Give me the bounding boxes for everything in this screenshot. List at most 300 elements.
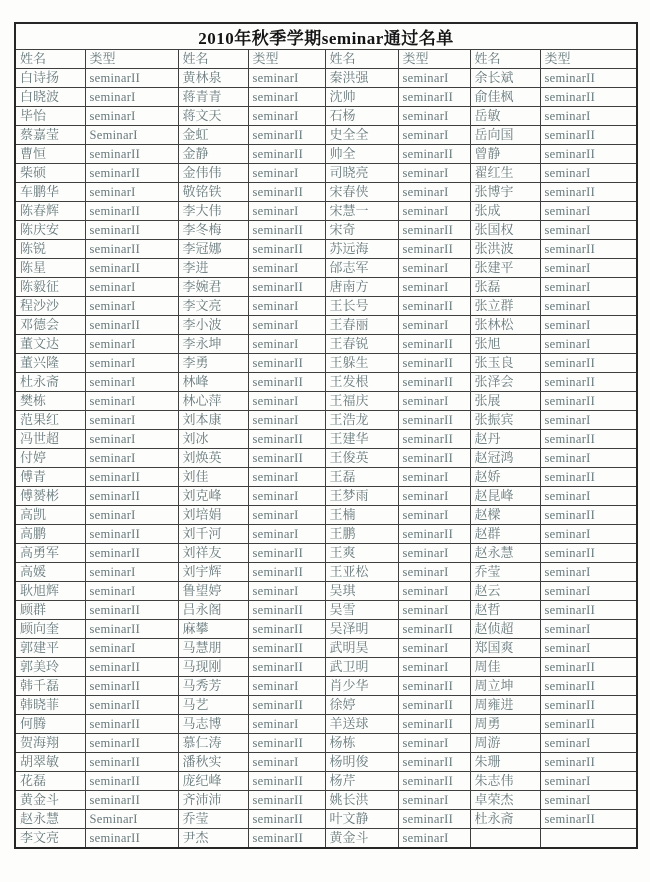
seminar-type-cell: seminarII — [540, 354, 637, 373]
table-row — [15, 297, 637, 316]
seminar-type-cell: seminarI — [398, 126, 470, 145]
student-name-cell: 岳敏 — [470, 107, 540, 126]
seminar-type-cell: seminarII — [398, 221, 470, 240]
student-name-cell: 高媛 — [15, 563, 85, 582]
table-head — [15, 23, 637, 69]
table-row — [15, 145, 637, 164]
seminar-type-cell: seminarII — [398, 373, 470, 392]
seminar-type-cell: seminarI — [248, 487, 325, 506]
student-name-cell: 林峰 — [178, 373, 248, 392]
seminar-type-cell: seminarI — [398, 468, 470, 487]
student-name-cell: 王鹏 — [325, 525, 398, 544]
student-name-cell: 石杨 — [325, 107, 398, 126]
seminar-type-cell: seminarII — [398, 772, 470, 791]
student-name-cell: 车鹏华 — [15, 183, 85, 202]
table-row — [15, 430, 637, 449]
seminar-type-cell: seminarII — [248, 620, 325, 639]
header-row — [15, 50, 637, 69]
seminar-type-cell: seminarII — [398, 753, 470, 772]
seminar-type-cell: seminarI — [85, 449, 178, 468]
seminar-type-cell: seminarII — [398, 411, 470, 430]
column-header-name-2: 姓名 — [178, 50, 248, 69]
student-name-cell: 韩千磊 — [15, 677, 85, 696]
student-name-cell: 周雍进 — [470, 696, 540, 715]
student-name-cell: 张旭 — [470, 335, 540, 354]
student-name-cell: 赵昆峰 — [470, 487, 540, 506]
student-name-cell: 黄金斗 — [15, 791, 85, 810]
seminar-type-cell: seminarI — [398, 563, 470, 582]
table-row — [15, 601, 637, 620]
student-name-cell: 张展 — [470, 392, 540, 411]
student-name-cell: 蒋文天 — [178, 107, 248, 126]
student-name-cell: 刘焕英 — [178, 449, 248, 468]
student-name-cell: 王亚松 — [325, 563, 398, 582]
seminar-type-cell: seminarI — [540, 297, 637, 316]
student-name-cell: 赵群 — [470, 525, 540, 544]
seminar-type-cell: seminarI — [540, 734, 637, 753]
table-row — [15, 772, 637, 791]
seminar-type-cell: SeminarI — [85, 126, 178, 145]
seminar-type-cell: seminarII — [540, 373, 637, 392]
seminar-type-cell: seminarII — [85, 240, 178, 259]
student-name-cell: 司晓亮 — [325, 164, 398, 183]
student-name-cell: 庞纪峰 — [178, 772, 248, 791]
seminar-type-cell: seminarI — [248, 316, 325, 335]
seminar-type-cell: seminarI — [85, 430, 178, 449]
seminar-type-cell: seminarII — [398, 715, 470, 734]
seminar-type-cell: seminarI — [398, 259, 470, 278]
student-name-cell: 韩晓菲 — [15, 696, 85, 715]
student-name-cell: 李婉君 — [178, 278, 248, 297]
student-name-cell: 史全全 — [325, 126, 398, 145]
student-name-cell: 曾静 — [470, 145, 540, 164]
student-name-cell: 姚长洪 — [325, 791, 398, 810]
student-name-cell: 胡翠敏 — [15, 753, 85, 772]
table-row — [15, 354, 637, 373]
seminar-type-cell: seminarII — [398, 620, 470, 639]
table-row — [15, 829, 637, 849]
seminar-type-cell: seminarI — [398, 316, 470, 335]
seminar-type-cell: seminarI — [540, 335, 637, 354]
student-name-cell: 李文亮 — [15, 829, 85, 849]
student-name-cell: 王建华 — [325, 430, 398, 449]
student-name-cell: 朱珊 — [470, 753, 540, 772]
seminar-type-cell: seminarII — [248, 810, 325, 829]
student-name-cell: 赵樑 — [470, 506, 540, 525]
seminar-type-cell: seminarII — [248, 601, 325, 620]
seminar-type-cell: seminarI — [248, 525, 325, 544]
student-name-cell: 何腾 — [15, 715, 85, 734]
seminar-type-cell: seminarII — [398, 88, 470, 107]
student-name-cell: 沈帅 — [325, 88, 398, 107]
student-name-cell: 刘祥友 — [178, 544, 248, 563]
seminar-type-cell: seminarII — [85, 164, 178, 183]
student-name-cell: 齐沛沛 — [178, 791, 248, 810]
student-name-cell: 蒋青青 — [178, 88, 248, 107]
seminar-type-cell: seminarI — [85, 411, 178, 430]
table-row — [15, 335, 637, 354]
seminar-type-cell: seminarII — [248, 734, 325, 753]
student-name-cell: 秦洪强 — [325, 69, 398, 88]
seminar-type-cell: seminarI — [540, 316, 637, 335]
seminar-type-cell: seminarII — [540, 715, 637, 734]
seminar-type-cell: seminarII — [85, 316, 178, 335]
student-name-cell — [470, 829, 540, 849]
seminar-type-cell: seminarII — [85, 601, 178, 620]
seminar-type-cell: seminarI — [540, 164, 637, 183]
seminar-type-cell: seminarI — [398, 278, 470, 297]
student-name-cell: 刘千河 — [178, 525, 248, 544]
student-name-cell: 唐南方 — [325, 278, 398, 297]
student-name-cell: 尹杰 — [178, 829, 248, 849]
seminar-type-cell: seminarII — [248, 183, 325, 202]
student-name-cell: 王磊 — [325, 468, 398, 487]
table-row — [15, 316, 637, 335]
seminar-type-cell: seminarI — [248, 392, 325, 411]
seminar-type-cell: seminarII — [540, 126, 637, 145]
seminar-type-cell: seminarII — [248, 791, 325, 810]
table-row — [15, 164, 637, 183]
seminar-type-cell: seminarII — [540, 69, 637, 88]
seminar-type-cell: seminarI — [398, 544, 470, 563]
student-name-cell: 赵永慧 — [470, 544, 540, 563]
student-name-cell: 张博宇 — [470, 183, 540, 202]
seminar-type-cell: seminarI — [540, 487, 637, 506]
seminar-type-cell: seminarI — [85, 107, 178, 126]
student-name-cell: 吴琪 — [325, 582, 398, 601]
table-row — [15, 69, 637, 88]
document-title: 2010年秋季学期seminar通过名单 — [15, 23, 637, 50]
student-name-cell: 陈毅征 — [15, 278, 85, 297]
table-row — [15, 639, 637, 658]
student-name-cell: 贺海翔 — [15, 734, 85, 753]
student-name-cell: 苏远海 — [325, 240, 398, 259]
student-name-cell: 王长号 — [325, 297, 398, 316]
seminar-type-cell — [540, 829, 637, 849]
seminar-type-cell: seminarI — [85, 392, 178, 411]
table-row — [15, 202, 637, 221]
student-name-cell: 李勇 — [178, 354, 248, 373]
table-row — [15, 392, 637, 411]
table-row — [15, 810, 637, 829]
student-name-cell: 邓德会 — [15, 316, 85, 335]
student-name-cell: 李文亮 — [178, 297, 248, 316]
seminar-type-cell: seminarI — [540, 772, 637, 791]
student-name-cell: 樊栋 — [15, 392, 85, 411]
student-name-cell: 慕仁涛 — [178, 734, 248, 753]
student-name-cell: 李冬梅 — [178, 221, 248, 240]
seminar-type-cell: seminarII — [248, 221, 325, 240]
column-header-name-4: 姓名 — [470, 50, 540, 69]
student-name-cell: 柴硕 — [15, 164, 85, 183]
student-name-cell: 金虹 — [178, 126, 248, 145]
student-name-cell: 赵冠鸿 — [470, 449, 540, 468]
student-name-cell: 白诗扬 — [15, 69, 85, 88]
seminar-type-cell: seminarI — [540, 791, 637, 810]
student-name-cell: 金伟伟 — [178, 164, 248, 183]
student-name-cell: 邰志军 — [325, 259, 398, 278]
student-name-cell: 郑国爽 — [470, 639, 540, 658]
table-row — [15, 791, 637, 810]
seminar-type-cell: seminarI — [248, 335, 325, 354]
seminar-type-cell: seminarII — [398, 335, 470, 354]
student-name-cell: 傅赟彬 — [15, 487, 85, 506]
seminar-type-cell: seminarII — [248, 772, 325, 791]
seminar-type-cell: seminarII — [540, 183, 637, 202]
seminar-type-cell: seminarI — [540, 259, 637, 278]
table-body — [15, 69, 637, 849]
seminar-type-cell: seminarII — [85, 69, 178, 88]
seminar-type-cell: seminarI — [248, 411, 325, 430]
seminar-type-cell: seminarII — [85, 544, 178, 563]
table-row — [15, 506, 637, 525]
seminar-type-cell: seminarII — [540, 677, 637, 696]
student-name-cell: 俞佳枫 — [470, 88, 540, 107]
student-name-cell: 刘佳 — [178, 468, 248, 487]
table-row — [15, 411, 637, 430]
seminar-type-cell: seminarI — [398, 392, 470, 411]
seminar-type-cell: seminarI — [540, 620, 637, 639]
student-name-cell: 刘克峰 — [178, 487, 248, 506]
student-name-cell: 王春丽 — [325, 316, 398, 335]
seminar-type-cell: seminarII — [85, 525, 178, 544]
seminar-type-cell: seminarII — [398, 354, 470, 373]
student-name-cell: 张林松 — [470, 316, 540, 335]
seminar-type-cell: seminarI — [540, 525, 637, 544]
seminar-type-cell: seminarII — [85, 734, 178, 753]
student-name-cell: 潘秋实 — [178, 753, 248, 772]
student-name-cell: 李永坤 — [178, 335, 248, 354]
table-row — [15, 126, 637, 145]
seminar-type-cell: seminarII — [85, 829, 178, 849]
seminar-type-cell: seminarII — [85, 487, 178, 506]
student-name-cell: 周佳 — [470, 658, 540, 677]
student-name-cell: 陈锐 — [15, 240, 85, 259]
seminar-type-cell: seminarII — [540, 753, 637, 772]
seminar-type-cell: seminarII — [540, 468, 637, 487]
seminar-type-cell: seminarI — [85, 373, 178, 392]
seminar-type-cell: seminarII — [248, 278, 325, 297]
student-name-cell: 乔莹 — [470, 563, 540, 582]
seminar-type-cell: seminarI — [540, 107, 637, 126]
student-name-cell: 刘宇辉 — [178, 563, 248, 582]
table-row — [15, 715, 637, 734]
seminar-type-cell: seminarII — [248, 240, 325, 259]
seminar-type-cell: seminarII — [398, 145, 470, 164]
student-name-cell: 刘培娟 — [178, 506, 248, 525]
student-name-cell: 黄金斗 — [325, 829, 398, 849]
table-row — [15, 677, 637, 696]
seminar-type-cell: seminarI — [398, 734, 470, 753]
student-name-cell: 王浩龙 — [325, 411, 398, 430]
table-row — [15, 373, 637, 392]
seminar-type-cell: seminarI — [85, 278, 178, 297]
student-name-cell: 马志博 — [178, 715, 248, 734]
table-row — [15, 107, 637, 126]
table-row — [15, 696, 637, 715]
table-row — [15, 88, 637, 107]
student-name-cell: 毕怡 — [15, 107, 85, 126]
title-row — [15, 23, 637, 50]
table-row — [15, 183, 637, 202]
student-name-cell: 刘本康 — [178, 411, 248, 430]
student-name-cell: 王发根 — [325, 373, 398, 392]
seminar-type-cell: SeminarI — [85, 810, 178, 829]
student-name-cell: 叶文静 — [325, 810, 398, 829]
seminar-type-cell: seminarI — [85, 88, 178, 107]
student-name-cell: 郭建平 — [15, 639, 85, 658]
student-name-cell: 高勇军 — [15, 544, 85, 563]
student-name-cell: 吴雪 — [325, 601, 398, 620]
student-name-cell: 王春锐 — [325, 335, 398, 354]
seminar-type-cell: seminarII — [85, 791, 178, 810]
student-name-cell: 白晓波 — [15, 88, 85, 107]
table-row — [15, 658, 637, 677]
student-name-cell: 高凯 — [15, 506, 85, 525]
seminar-type-cell: seminarII — [85, 221, 178, 240]
seminar-type-cell: seminarI — [248, 69, 325, 88]
seminar-type-cell: seminarI — [540, 639, 637, 658]
table-row — [15, 240, 637, 259]
student-name-cell: 鲁望婷 — [178, 582, 248, 601]
student-name-cell: 乔莹 — [178, 810, 248, 829]
student-name-cell: 杜永斋 — [15, 373, 85, 392]
seminar-type-cell: seminarII — [248, 639, 325, 658]
student-name-cell: 赵永慧 — [15, 810, 85, 829]
student-name-cell: 金静 — [178, 145, 248, 164]
seminar-type-cell: seminarII — [85, 259, 178, 278]
seminar-pass-table — [14, 22, 638, 849]
seminar-type-cell: seminarII — [85, 202, 178, 221]
student-name-cell: 宋奇 — [325, 221, 398, 240]
seminar-type-cell: seminarI — [248, 753, 325, 772]
student-name-cell: 马慧朋 — [178, 639, 248, 658]
seminar-type-cell: seminarI — [398, 601, 470, 620]
student-name-cell: 付婷 — [15, 449, 85, 468]
seminar-type-cell: seminarII — [85, 468, 178, 487]
student-name-cell: 羊送球 — [325, 715, 398, 734]
student-name-cell: 王俊英 — [325, 449, 398, 468]
student-name-cell: 赵云 — [470, 582, 540, 601]
student-name-cell: 张振宾 — [470, 411, 540, 430]
student-name-cell: 陈庆安 — [15, 221, 85, 240]
student-name-cell: 董文达 — [15, 335, 85, 354]
table-row — [15, 259, 637, 278]
seminar-type-cell: seminarII — [540, 544, 637, 563]
seminar-type-cell: seminarI — [398, 69, 470, 88]
student-name-cell: 顾群 — [15, 601, 85, 620]
seminar-type-cell: seminarII — [398, 696, 470, 715]
seminar-type-cell: seminarII — [248, 696, 325, 715]
seminar-type-cell: seminarII — [248, 829, 325, 849]
student-name-cell: 冯世超 — [15, 430, 85, 449]
seminar-type-cell: seminarII — [248, 373, 325, 392]
seminar-type-cell: seminarI — [398, 202, 470, 221]
seminar-type-cell: seminarII — [540, 506, 637, 525]
column-header-type-2: 类型 — [248, 50, 325, 69]
seminar-type-cell: seminarI — [248, 259, 325, 278]
seminar-type-cell: seminarII — [248, 658, 325, 677]
seminar-type-cell: seminarII — [540, 240, 637, 259]
column-header-type-3: 类型 — [398, 50, 470, 69]
seminar-type-cell: seminarI — [248, 677, 325, 696]
seminar-type-cell: seminarI — [248, 107, 325, 126]
column-header-name-1: 姓名 — [15, 50, 85, 69]
seminar-type-cell: seminarII — [398, 297, 470, 316]
student-name-cell: 赵丹 — [470, 430, 540, 449]
student-name-cell: 敬铭铁 — [178, 183, 248, 202]
student-name-cell: 曹恒 — [15, 145, 85, 164]
seminar-type-cell: seminarI — [398, 107, 470, 126]
seminar-type-cell: seminarII — [398, 449, 470, 468]
seminar-type-cell: seminarI — [248, 582, 325, 601]
student-name-cell: 王梦雨 — [325, 487, 398, 506]
table-row — [15, 525, 637, 544]
seminar-type-cell: seminarII — [248, 126, 325, 145]
table-row — [15, 753, 637, 772]
student-name-cell: 杨栋 — [325, 734, 398, 753]
student-name-cell: 朱志伟 — [470, 772, 540, 791]
seminar-type-cell: seminarII — [398, 810, 470, 829]
student-name-cell: 杨芹 — [325, 772, 398, 791]
seminar-type-cell: seminarII — [248, 145, 325, 164]
student-name-cell: 帅全 — [325, 145, 398, 164]
student-name-cell: 黄林泉 — [178, 69, 248, 88]
seminar-type-cell: seminarII — [540, 430, 637, 449]
student-name-cell: 蔡嘉莹 — [15, 126, 85, 145]
student-name-cell: 张立群 — [470, 297, 540, 316]
seminar-type-cell: seminarI — [85, 506, 178, 525]
student-name-cell: 卓荣杰 — [470, 791, 540, 810]
seminar-type-cell: seminarII — [85, 715, 178, 734]
student-name-cell: 马秀芳 — [178, 677, 248, 696]
seminar-type-cell: seminarI — [248, 202, 325, 221]
student-name-cell: 陈春辉 — [15, 202, 85, 221]
seminar-type-cell: seminarI — [85, 582, 178, 601]
table-row — [15, 563, 637, 582]
student-name-cell: 李进 — [178, 259, 248, 278]
seminar-type-cell: seminarI — [248, 88, 325, 107]
student-name-cell: 耿旭辉 — [15, 582, 85, 601]
column-header-type-1: 类型 — [85, 50, 178, 69]
student-name-cell: 余长斌 — [470, 69, 540, 88]
seminar-type-cell: seminarII — [540, 392, 637, 411]
student-name-cell: 刘冰 — [178, 430, 248, 449]
seminar-type-cell: seminarI — [398, 487, 470, 506]
seminar-type-cell: seminarI — [398, 582, 470, 601]
seminar-type-cell: seminarI — [248, 297, 325, 316]
seminar-type-cell: seminarII — [248, 354, 325, 373]
seminar-type-cell: seminarI — [248, 468, 325, 487]
student-name-cell: 张国权 — [470, 221, 540, 240]
table-row — [15, 620, 637, 639]
seminar-type-cell: seminarII — [85, 772, 178, 791]
seminar-type-cell: seminarI — [540, 221, 637, 240]
seminar-type-cell: seminarII — [540, 696, 637, 715]
student-name-cell: 高鹏 — [15, 525, 85, 544]
student-name-cell: 张建平 — [470, 259, 540, 278]
seminar-type-cell: seminarII — [248, 449, 325, 468]
student-name-cell: 马艺 — [178, 696, 248, 715]
seminar-type-cell: seminarI — [398, 829, 470, 849]
seminar-type-cell: seminarII — [85, 696, 178, 715]
student-name-cell: 周勇 — [470, 715, 540, 734]
student-name-cell: 张玉良 — [470, 354, 540, 373]
student-name-cell: 李冠娜 — [178, 240, 248, 259]
seminar-type-cell: seminarII — [248, 544, 325, 563]
seminar-type-cell: seminarII — [540, 145, 637, 164]
seminar-type-cell: seminarI — [398, 658, 470, 677]
